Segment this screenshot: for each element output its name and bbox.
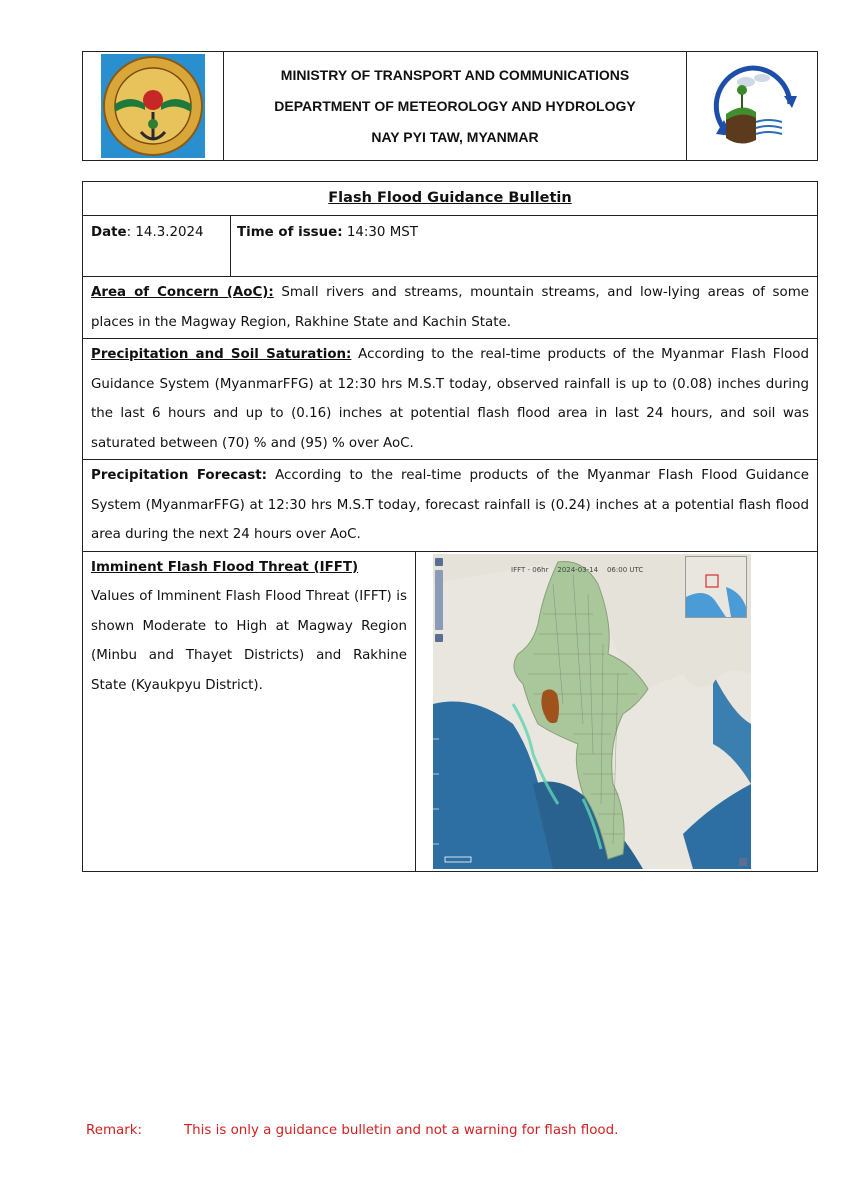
map-time: 06:00 UTC <box>606 565 644 574</box>
map-caption <box>511 556 643 586</box>
overview-inset-map <box>685 556 747 618</box>
ministry-logo-cell <box>83 52 224 160</box>
ifft-map-cell <box>416 552 817 871</box>
precipitation-forecast-row <box>83 459 817 551</box>
area-of-concern-row <box>83 276 817 338</box>
bulletin-title-row <box>83 182 817 215</box>
map-date: 2024-03-14 <box>557 565 599 574</box>
date-cell <box>83 216 231 276</box>
date-value: : 14.3.2024 <box>126 225 204 240</box>
letterhead-title <box>224 52 686 160</box>
ifft-row <box>83 551 817 871</box>
map-product: IFFT - 06hr <box>511 565 549 574</box>
time-value: 14:30 MST <box>342 225 418 240</box>
location: NAY PYI TAW, MYANMAR <box>371 128 539 145</box>
aoc-text: Small rivers and streams, mountain streams, and low-lying areas of some places in the Magway Region, Rakhine State and Kachin State. <box>91 285 810 330</box>
map-zoom-in-button[interactable] <box>435 558 443 566</box>
aoc-label: Area of Concern (AoC): <box>91 285 274 300</box>
precip-sat-label: Precipitation and Soil Saturation: <box>91 347 352 362</box>
department-name: DEPARTMENT OF METEOROLOGY AND HYDROLOGY <box>274 97 636 114</box>
precip-sat-text: According to the real-time products of the Myanmar Flash Flood Guidance System (MyanmarFFG) at 12:30 hrs M.S.T today, observed rainfall is up to (0.08) inches during the last 6 hours and up to (0.16) inches at potential flash flood area in last 24 hours, and soil was saturated between (70) % and (95) % over AoC. <box>91 347 809 451</box>
ministry-emblem-icon <box>101 54 205 158</box>
map-zoom-slider[interactable] <box>435 570 443 630</box>
ministry-name: MINISTRY OF TRANSPORT AND COMMUNICATIONS <box>280 66 630 83</box>
letterhead <box>82 51 818 161</box>
forecast-label: Precipitation Forecast: <box>91 468 268 483</box>
ifft-text-cell <box>83 552 416 871</box>
time-cell <box>231 216 817 276</box>
bulletin-table <box>82 181 818 872</box>
forecast-text: According to the real-time products of the Myanmar Flash Flood Guidance System (MyanmarFFG) at 12:30 hrs M.S.T today, forecast rainfall is (0.24) inches at a potential flash flood area during the next 24 hours over AoC. <box>91 468 809 542</box>
time-label: Time of issue: <box>237 225 343 240</box>
overview-map-icon <box>686 557 746 617</box>
remark-text: This is only a guidance bulletin and not a warning for flash flood. <box>184 1123 619 1138</box>
ifft-title: Imminent Flash Flood Threat (IFFT) <box>91 559 359 575</box>
remark-label: Remark: <box>86 1123 142 1138</box>
bulletin-title: Flash Flood Guidance Bulletin <box>328 190 572 206</box>
date-label: Date <box>91 225 127 240</box>
ifft-map <box>433 554 751 869</box>
remark <box>86 1123 618 1138</box>
hydrological-cycle-logo-icon <box>702 56 802 156</box>
dmh-logo-cell <box>686 52 817 160</box>
ifft-description: Values of Imminent Flash Flood Threat (IFFT) is shown Moderate to High at Magway Region (Minbu and Thayet Districts) and Rakhine State (Kyaukpyu District). <box>91 589 407 693</box>
map-zoom-out-button[interactable] <box>435 634 443 642</box>
issue-info-row <box>83 215 817 276</box>
precipitation-saturation-row <box>83 338 817 459</box>
